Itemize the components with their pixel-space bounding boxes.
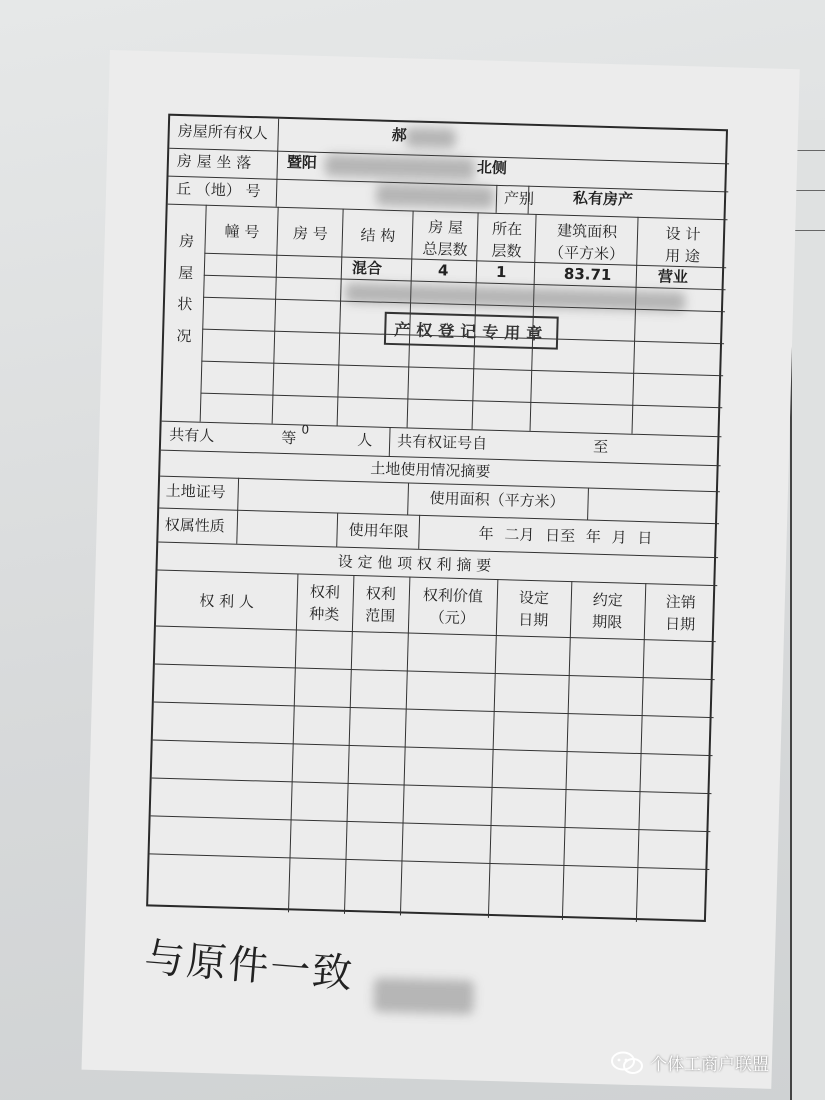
co-owner-unit: 等 xyxy=(280,428,297,448)
other-rights-title: 设 定 他 项 权 利 摘 要 xyxy=(337,552,492,575)
signature-redaction xyxy=(373,978,474,1015)
redaction xyxy=(405,127,456,148)
col-set-date: 设定 日期 xyxy=(517,588,550,630)
land-cert-label: 土地证号 xyxy=(165,481,226,502)
col-term: 约定 期限 xyxy=(591,590,624,632)
use-years-label: 使用年限 xyxy=(348,520,409,541)
structure-value: 混合 xyxy=(351,258,383,278)
col-usage: 设 计 用 途 xyxy=(664,224,701,266)
certificate-page xyxy=(82,50,800,1089)
co-cert-to-label: 至 xyxy=(592,437,609,457)
handwritten-note: 与原件一致 xyxy=(142,934,356,998)
wechat-logo-icon xyxy=(610,1051,644,1075)
redaction xyxy=(325,154,476,180)
adjacent-page xyxy=(790,120,825,1100)
ownership-nature-label: 权属性质 xyxy=(164,515,226,536)
co-cert-from-label: 共有权证号自 xyxy=(396,432,488,453)
location-value-start: 暨阳 xyxy=(286,152,318,172)
col-right-holder: 权 利 人 xyxy=(199,591,255,612)
col-cancel-date: 注销 日期 xyxy=(664,592,697,634)
floor-value: 1 xyxy=(495,262,507,282)
owner-label: 房屋所有权人 xyxy=(177,121,268,143)
watermark-text: 个体工商户联盟 xyxy=(650,1055,769,1075)
col-floor: 所在 层数 xyxy=(491,219,523,261)
watermark xyxy=(610,1050,769,1075)
col-total-floors: 房 屋 总层数 xyxy=(422,217,468,259)
house-status-label: 房屋状况 xyxy=(176,232,195,345)
col-structure: 结 构 xyxy=(360,226,396,246)
parcel-label: 丘 （地） 号 xyxy=(175,179,261,201)
col-right-value: 权利价值 （元） xyxy=(422,585,484,628)
location-value-end: 北侧 xyxy=(476,158,508,178)
co-owner-people: 人 xyxy=(356,431,373,450)
col-room-no: 房 号 xyxy=(292,224,329,244)
land-summary-title: 土地使用情况摘要 xyxy=(370,459,491,481)
col-right-type: 权利 种类 xyxy=(309,582,341,624)
property-class-label: 产别 xyxy=(503,189,535,208)
area-value: 83.71 xyxy=(563,264,612,285)
location-label: 房 屋 坐 落 xyxy=(176,151,252,172)
col-building-no: 幢 号 xyxy=(224,222,260,242)
use-area-label: 使用面积（平方米） xyxy=(429,489,565,511)
date-range: 年 二月 日至 年 月 日 xyxy=(478,524,653,548)
owner-value: 郝 xyxy=(391,125,408,145)
usage-value: 营业 xyxy=(657,267,689,287)
col-right-scope: 权利 范围 xyxy=(365,584,397,625)
property-form xyxy=(146,114,728,922)
property-class-value: 私有房产 xyxy=(572,188,634,209)
co-owner-count: 0 xyxy=(301,422,310,437)
total-floors-value: 4 xyxy=(437,261,449,280)
col-area: 建筑面积 （平方米） xyxy=(548,221,625,264)
redaction xyxy=(376,183,495,208)
co-owner-label: 共有人 xyxy=(169,425,215,446)
registration-stamp: 产权登记专用章 xyxy=(384,312,559,350)
